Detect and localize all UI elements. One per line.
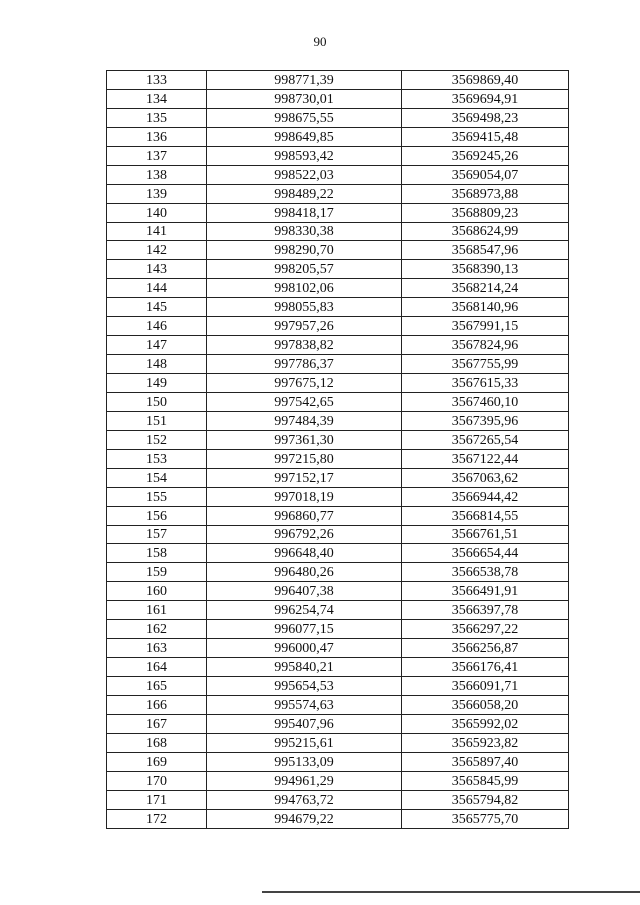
point-number-cell: 166	[107, 695, 207, 714]
y-coordinate-cell: 3568973,88	[402, 184, 569, 203]
table-row	[107, 563, 569, 582]
table-row	[107, 165, 569, 184]
table-row	[107, 582, 569, 601]
bottom-rule	[262, 891, 640, 893]
x-coordinate-cell: 997018,19	[207, 487, 402, 506]
table-row	[107, 392, 569, 411]
y-coordinate-cell: 3568214,24	[402, 279, 569, 298]
y-coordinate-cell: 3568624,99	[402, 222, 569, 241]
point-number-cell: 170	[107, 771, 207, 790]
y-coordinate-cell: 3566058,20	[402, 695, 569, 714]
table-row	[107, 639, 569, 658]
y-coordinate-cell: 3567265,54	[402, 430, 569, 449]
y-coordinate-cell: 3567755,99	[402, 355, 569, 374]
point-number-cell: 137	[107, 146, 207, 165]
table-row	[107, 89, 569, 108]
point-number-cell: 152	[107, 430, 207, 449]
y-coordinate-cell: 3569054,07	[402, 165, 569, 184]
table-row	[107, 71, 569, 90]
table-row	[107, 506, 569, 525]
y-coordinate-cell: 3569869,40	[402, 71, 569, 90]
table-row	[107, 525, 569, 544]
y-coordinate-cell: 3569415,48	[402, 127, 569, 146]
point-number-cell: 141	[107, 222, 207, 241]
x-coordinate-cell: 998730,01	[207, 89, 402, 108]
table-row	[107, 771, 569, 790]
x-coordinate-cell: 997215,80	[207, 449, 402, 468]
y-coordinate-cell: 3566944,42	[402, 487, 569, 506]
point-number-cell: 162	[107, 620, 207, 639]
table-row	[107, 468, 569, 487]
table-row	[107, 411, 569, 430]
x-coordinate-cell: 996000,47	[207, 639, 402, 658]
x-coordinate-cell: 998290,70	[207, 241, 402, 260]
point-number-cell: 171	[107, 790, 207, 809]
y-coordinate-cell: 3569498,23	[402, 108, 569, 127]
x-coordinate-cell: 996254,74	[207, 601, 402, 620]
x-coordinate-cell: 997786,37	[207, 355, 402, 374]
point-number-cell: 135	[107, 108, 207, 127]
table-row	[107, 677, 569, 696]
table-row	[107, 487, 569, 506]
y-coordinate-cell: 3566297,22	[402, 620, 569, 639]
table-row	[107, 355, 569, 374]
table-row	[107, 790, 569, 809]
x-coordinate-cell: 998102,06	[207, 279, 402, 298]
x-coordinate-cell: 996860,77	[207, 506, 402, 525]
x-coordinate-cell: 998055,83	[207, 298, 402, 317]
x-coordinate-cell: 994961,29	[207, 771, 402, 790]
point-number-cell: 159	[107, 563, 207, 582]
y-coordinate-cell: 3566538,78	[402, 563, 569, 582]
y-coordinate-cell: 3567460,10	[402, 392, 569, 411]
point-number-cell: 133	[107, 71, 207, 90]
y-coordinate-cell: 3566654,44	[402, 544, 569, 563]
table-row	[107, 449, 569, 468]
point-number-cell: 154	[107, 468, 207, 487]
x-coordinate-cell: 996077,15	[207, 620, 402, 639]
table-row	[107, 544, 569, 563]
point-number-cell: 142	[107, 241, 207, 260]
point-number-cell: 145	[107, 298, 207, 317]
y-coordinate-cell: 3566491,91	[402, 582, 569, 601]
y-coordinate-cell: 3567122,44	[402, 449, 569, 468]
point-number-cell: 156	[107, 506, 207, 525]
y-coordinate-cell: 3566397,78	[402, 601, 569, 620]
table-row	[107, 809, 569, 828]
x-coordinate-cell: 995407,96	[207, 714, 402, 733]
table-row	[107, 374, 569, 393]
x-coordinate-cell: 997361,30	[207, 430, 402, 449]
table-row	[107, 108, 569, 127]
y-coordinate-cell: 3566091,71	[402, 677, 569, 696]
x-coordinate-cell: 994679,22	[207, 809, 402, 828]
table-row	[107, 127, 569, 146]
y-coordinate-cell: 3565992,02	[402, 714, 569, 733]
point-number-cell: 169	[107, 752, 207, 771]
point-number-cell: 149	[107, 374, 207, 393]
y-coordinate-cell: 3565845,99	[402, 771, 569, 790]
y-coordinate-cell: 3568140,96	[402, 298, 569, 317]
x-coordinate-cell: 996792,26	[207, 525, 402, 544]
x-coordinate-cell: 997675,12	[207, 374, 402, 393]
y-coordinate-cell: 3565923,82	[402, 733, 569, 752]
table-row	[107, 241, 569, 260]
y-coordinate-cell: 3567991,15	[402, 317, 569, 336]
x-coordinate-cell: 997957,26	[207, 317, 402, 336]
x-coordinate-cell: 996648,40	[207, 544, 402, 563]
x-coordinate-cell: 998593,42	[207, 146, 402, 165]
x-coordinate-cell: 995215,61	[207, 733, 402, 752]
x-coordinate-cell: 998771,39	[207, 71, 402, 90]
x-coordinate-cell: 995654,53	[207, 677, 402, 696]
point-number-cell: 136	[107, 127, 207, 146]
point-number-cell: 163	[107, 639, 207, 658]
table-row	[107, 279, 569, 298]
table-row	[107, 752, 569, 771]
point-number-cell: 164	[107, 658, 207, 677]
x-coordinate-cell: 998489,22	[207, 184, 402, 203]
table-row	[107, 695, 569, 714]
table-row	[107, 620, 569, 639]
point-number-cell: 158	[107, 544, 207, 563]
table-row	[107, 658, 569, 677]
table-row	[107, 336, 569, 355]
table-row	[107, 317, 569, 336]
x-coordinate-cell: 998330,38	[207, 222, 402, 241]
point-number-cell: 157	[107, 525, 207, 544]
y-coordinate-cell: 3568390,13	[402, 260, 569, 279]
x-coordinate-cell: 998675,55	[207, 108, 402, 127]
point-number-cell: 144	[107, 279, 207, 298]
table-row	[107, 222, 569, 241]
table-row	[107, 184, 569, 203]
coordinates-table	[106, 70, 569, 829]
point-number-cell: 172	[107, 809, 207, 828]
point-number-cell: 146	[107, 317, 207, 336]
table-row	[107, 146, 569, 165]
y-coordinate-cell: 3568809,23	[402, 203, 569, 222]
y-coordinate-cell: 3565897,40	[402, 752, 569, 771]
x-coordinate-cell: 994763,72	[207, 790, 402, 809]
point-number-cell: 161	[107, 601, 207, 620]
point-number-cell: 168	[107, 733, 207, 752]
x-coordinate-cell: 997484,39	[207, 411, 402, 430]
table-row	[107, 298, 569, 317]
point-number-cell: 153	[107, 449, 207, 468]
x-coordinate-cell: 995840,21	[207, 658, 402, 677]
point-number-cell: 155	[107, 487, 207, 506]
point-number-cell: 138	[107, 165, 207, 184]
point-number-cell: 150	[107, 392, 207, 411]
point-number-cell: 134	[107, 89, 207, 108]
point-number-cell: 139	[107, 184, 207, 203]
x-coordinate-cell: 997542,65	[207, 392, 402, 411]
y-coordinate-cell: 3565794,82	[402, 790, 569, 809]
point-number-cell: 143	[107, 260, 207, 279]
y-coordinate-cell: 3567063,62	[402, 468, 569, 487]
page-number: 90	[313, 34, 327, 49]
y-coordinate-cell: 3565775,70	[402, 809, 569, 828]
point-number-cell: 160	[107, 582, 207, 601]
table-row	[107, 430, 569, 449]
y-coordinate-cell: 3569694,91	[402, 89, 569, 108]
y-coordinate-cell: 3569245,26	[402, 146, 569, 165]
y-coordinate-cell: 3567824,96	[402, 336, 569, 355]
x-coordinate-cell: 996480,26	[207, 563, 402, 582]
table-row	[107, 733, 569, 752]
y-coordinate-cell: 3568547,96	[402, 241, 569, 260]
coordinates-table-body	[107, 71, 569, 829]
table-row	[107, 203, 569, 222]
x-coordinate-cell: 998205,57	[207, 260, 402, 279]
y-coordinate-cell: 3566176,41	[402, 658, 569, 677]
point-number-cell: 140	[107, 203, 207, 222]
x-coordinate-cell: 998649,85	[207, 127, 402, 146]
x-coordinate-cell: 998418,17	[207, 203, 402, 222]
point-number-cell: 148	[107, 355, 207, 374]
x-coordinate-cell: 997152,17	[207, 468, 402, 487]
y-coordinate-cell: 3566761,51	[402, 525, 569, 544]
x-coordinate-cell: 997838,82	[207, 336, 402, 355]
x-coordinate-cell: 998522,03	[207, 165, 402, 184]
point-number-cell: 147	[107, 336, 207, 355]
point-number-cell: 151	[107, 411, 207, 430]
x-coordinate-cell: 996407,38	[207, 582, 402, 601]
table-row	[107, 601, 569, 620]
table-row	[107, 714, 569, 733]
table-row	[107, 260, 569, 279]
y-coordinate-cell: 3566814,55	[402, 506, 569, 525]
x-coordinate-cell: 995133,09	[207, 752, 402, 771]
y-coordinate-cell: 3567395,96	[402, 411, 569, 430]
x-coordinate-cell: 995574,63	[207, 695, 402, 714]
y-coordinate-cell: 3567615,33	[402, 374, 569, 393]
point-number-cell: 165	[107, 677, 207, 696]
y-coordinate-cell: 3566256,87	[402, 639, 569, 658]
point-number-cell: 167	[107, 714, 207, 733]
